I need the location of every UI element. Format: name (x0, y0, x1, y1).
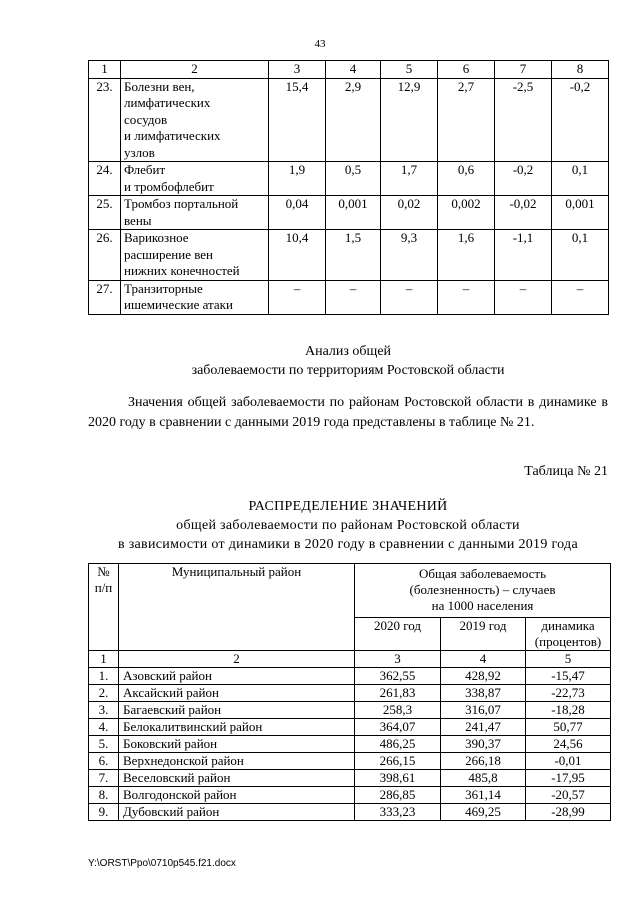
header-dynamics (526, 618, 611, 651)
table-header-row (89, 61, 609, 79)
disease-name (121, 78, 269, 162)
table-row (89, 668, 611, 685)
disease-name (121, 162, 269, 196)
value-cell: -0,02 (495, 196, 552, 230)
table-row (89, 719, 611, 736)
disease-name-line: Болезни вен, (124, 78, 195, 94)
value-dynamics: -15,47 (526, 668, 611, 685)
header-text: п/п (94, 580, 113, 595)
district-name: Багаевский район (119, 702, 355, 719)
value-2020: 261,83 (355, 685, 441, 702)
table-label: Таблица № 21 (524, 464, 608, 479)
value-cell: 0,5 (326, 162, 381, 196)
value-2020: 362,55 (355, 668, 441, 685)
table-row (89, 770, 611, 787)
value-2020: 486,25 (355, 736, 441, 753)
value-dynamics: -20,57 (526, 787, 611, 804)
value-2020: 266,15 (355, 753, 441, 770)
table-row (89, 230, 609, 281)
value-2020: 364,07 (355, 719, 441, 736)
row-number: 26. (89, 230, 121, 281)
value-2019: 316,07 (441, 702, 526, 719)
disease-name (121, 280, 269, 314)
row-number: 24. (89, 162, 121, 196)
disease-table (88, 60, 609, 315)
value-cell: – (438, 280, 495, 314)
col-number: 1 (89, 651, 119, 668)
value-2019: 266,18 (441, 753, 526, 770)
district-name: Боковский район (119, 736, 355, 753)
col-number: 4 (326, 61, 381, 79)
district-name: Азовский район (119, 668, 355, 685)
header-text: (болезненность) – случаев (409, 582, 556, 597)
col-number: 2 (121, 61, 269, 79)
col-number: 5 (526, 651, 611, 668)
disease-name-line: вены (124, 212, 152, 228)
table-title-line: РАСПРЕДЕЛЕНИЕ ЗНАЧЕНИЙ (248, 499, 448, 514)
row-number: 1. (89, 668, 119, 685)
disease-name-line: ишемические атаки (124, 297, 233, 312)
disease-name-line: расширение вен (124, 246, 214, 262)
district-name: Аксайский район (119, 685, 355, 702)
value-dynamics: -18,28 (526, 702, 611, 719)
value-dynamics: 50,77 (526, 719, 611, 736)
value-cell: – (326, 280, 381, 314)
value-2019: 361,14 (441, 787, 526, 804)
value-cell: -0,2 (495, 162, 552, 196)
disease-name-line: Тромбоз портальной (124, 196, 239, 211)
table-row (89, 162, 609, 196)
header-text: на 1000 населения (431, 598, 534, 613)
section-title-line: Анализ общей (304, 344, 392, 359)
value-cell: 1,6 (438, 230, 495, 281)
row-number: 7. (89, 770, 119, 787)
value-cell: – (381, 280, 438, 314)
disease-name-line: нижних конечностей (124, 263, 240, 278)
value-cell: 0,02 (381, 196, 438, 230)
value-cell: 15,4 (269, 78, 326, 162)
row-number: 27. (89, 280, 121, 314)
district-name: Белокалитвинский район (119, 719, 355, 736)
table-row (89, 787, 611, 804)
section-title (88, 342, 608, 380)
value-cell: 12,9 (381, 78, 438, 162)
header-group (355, 564, 611, 618)
district-table (88, 563, 611, 821)
row-number: 4. (89, 719, 119, 736)
header-2019: 2019 год (441, 618, 526, 651)
disease-name-line: сосудов (124, 111, 168, 127)
value-cell: 0,1 (552, 230, 609, 281)
value-dynamics: -0,01 (526, 753, 611, 770)
disease-name-line: и тромбофлебит (124, 178, 214, 194)
value-cell: -1,1 (495, 230, 552, 281)
row-number: 8. (89, 787, 119, 804)
row-number: 23. (89, 78, 121, 162)
value-dynamics: 24,56 (526, 736, 611, 753)
value-cell: – (552, 280, 609, 314)
disease-name-line: Флебит (124, 162, 166, 177)
value-dynamics: -17,95 (526, 770, 611, 787)
col-number: 3 (269, 61, 326, 79)
value-2019: 428,92 (441, 668, 526, 685)
value-cell: 0,04 (269, 196, 326, 230)
col-number: 6 (438, 61, 495, 79)
disease-name-line: лимфатических (124, 95, 211, 110)
value-cell: 0,1 (552, 162, 609, 196)
table-title (88, 497, 608, 554)
value-dynamics: -22,73 (526, 685, 611, 702)
table-row (89, 280, 609, 314)
value-cell: 0,6 (438, 162, 495, 196)
value-dynamics: -28,99 (526, 804, 611, 821)
table-row (89, 736, 611, 753)
value-cell: 1,9 (269, 162, 326, 196)
row-number: 9. (89, 804, 119, 821)
col-number: 1 (89, 61, 121, 79)
value-cell: – (269, 280, 326, 314)
header-text: № (97, 564, 110, 579)
row-number: 5. (89, 736, 119, 753)
value-cell: -0,2 (552, 78, 609, 162)
district-name: Дубовский район (119, 804, 355, 821)
value-cell: 9,3 (381, 230, 438, 281)
section-title-line: заболеваемости по территориям Ростовской области (191, 363, 505, 378)
table-row (89, 685, 611, 702)
value-cell: 10,4 (269, 230, 326, 281)
value-cell: 0,001 (552, 196, 609, 230)
value-2019: 338,87 (441, 685, 526, 702)
table-row (89, 196, 609, 230)
row-number: 6. (89, 753, 119, 770)
table-row (89, 78, 609, 162)
district-name: Веселовский район (119, 770, 355, 787)
value-cell: 2,7 (438, 78, 495, 162)
value-cell: – (495, 280, 552, 314)
col-number: 5 (381, 61, 438, 79)
disease-name-line: Транзиторные (124, 280, 203, 296)
section-paragraph: Значения общей заболеваемости по районам Ростовской области в динамике в 2020 году в сравнении с данными 2019 года представлены в таблице № 21. (88, 395, 608, 430)
col-number: 8 (552, 61, 609, 79)
col-number: 7 (495, 61, 552, 79)
table-row (89, 753, 611, 770)
col-number: 3 (355, 651, 441, 668)
value-cell: 1,5 (326, 230, 381, 281)
value-cell: 0,001 (326, 196, 381, 230)
value-cell: 0,002 (438, 196, 495, 230)
row-number: 25. (89, 196, 121, 230)
value-2019: 485,8 (441, 770, 526, 787)
value-2020: 286,85 (355, 787, 441, 804)
disease-name-line: Варикозное (124, 230, 189, 245)
header-text: динамика (541, 618, 595, 633)
value-cell: 1,7 (381, 162, 438, 196)
value-cell: 2,9 (326, 78, 381, 162)
value-cell: -2,5 (495, 78, 552, 162)
header-number (89, 564, 119, 651)
row-number: 2. (89, 685, 119, 702)
header-2020: 2020 год (355, 618, 441, 651)
header-district: Муниципальный район (119, 564, 355, 651)
col-number: 2 (119, 651, 355, 668)
district-name: Верхнедонской район (119, 753, 355, 770)
header-text: (процентов) (534, 634, 602, 649)
table-row (89, 804, 611, 821)
header-text: Общая заболеваемость (418, 566, 547, 581)
disease-name-line: и лимфатических (124, 128, 221, 143)
district-name: Волгодонской район (119, 787, 355, 804)
disease-name-line: узлов (124, 144, 155, 160)
disease-name (121, 196, 269, 230)
value-2020: 258,3 (355, 702, 441, 719)
table-row (89, 702, 611, 719)
table-title-line: в зависимости от динамики в 2020 году в сравнении с данными 2019 года (118, 537, 578, 552)
table-header-row (89, 564, 611, 618)
value-2020: 398,61 (355, 770, 441, 787)
value-2019: 469,25 (441, 804, 526, 821)
footer-file-path: Y:\ORST\Ppo\0710p545.f21.docx (88, 858, 236, 869)
table-title-line: общей заболеваемости по районам Ростовской области (176, 518, 520, 533)
column-numbers-row (89, 651, 611, 668)
page-number: 43 (314, 38, 326, 50)
row-number: 3. (89, 702, 119, 719)
value-2020: 333,23 (355, 804, 441, 821)
col-number: 4 (441, 651, 526, 668)
disease-name (121, 230, 269, 281)
value-2019: 390,37 (441, 736, 526, 753)
value-2019: 241,47 (441, 719, 526, 736)
